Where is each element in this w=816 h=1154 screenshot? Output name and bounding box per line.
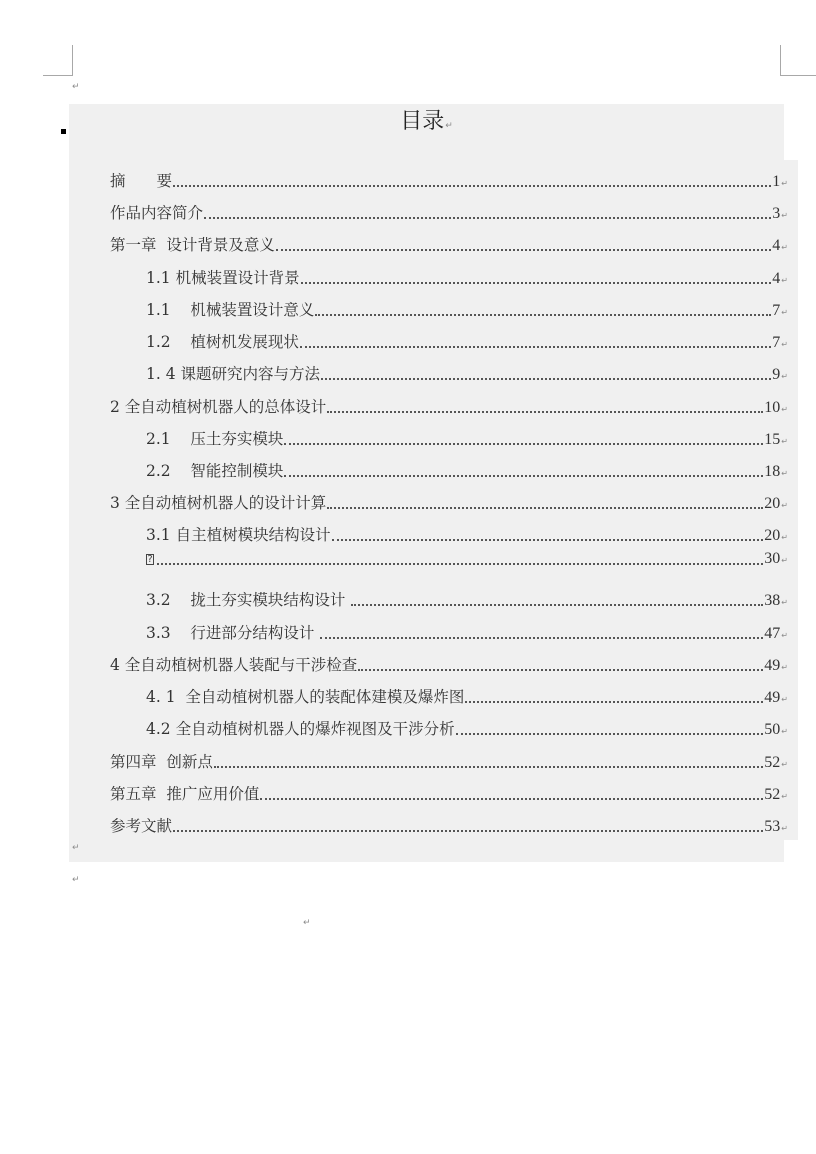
toc-entry[interactable] <box>146 718 788 740</box>
toc-entry[interactable] <box>110 654 788 676</box>
toc-entry[interactable] <box>110 396 788 418</box>
toc-entry-label: 3.2 拢土夯实模块结构设计 <box>146 591 351 609</box>
toc-entry-page: 52 <box>764 754 781 771</box>
toc-entry-label: 3 全自动植树机器人的设计计算 <box>110 494 327 512</box>
dot-leader <box>465 701 763 703</box>
toc-entry-label: 3.1 自主植树模块结构设计 <box>146 526 331 544</box>
paragraph-mark-icon: ↵ <box>781 631 788 640</box>
toc-entry-page: 49 <box>764 657 781 674</box>
paragraph-mark-icon: ↵ <box>781 405 788 414</box>
paragraph-anchor-marker <box>61 129 66 134</box>
toc-title-text: 目录 <box>400 109 445 134</box>
toc-entry-label: 1.2 植树机发展现状 <box>146 333 299 351</box>
paragraph-mark-icon: ↵ <box>781 211 788 220</box>
toc-entry-label: 第五章 推广应用价值 <box>110 785 260 803</box>
paragraph-mark-icon: ↵ <box>781 792 788 801</box>
toc-entry[interactable] <box>146 331 788 353</box>
paragraph-mark-icon: ↵ <box>781 501 788 510</box>
toc-entry-page: 38 <box>764 592 781 609</box>
toc-entry-page: 50 <box>764 721 781 738</box>
paragraph-mark-icon: ↵ <box>781 695 788 704</box>
toc-entry[interactable] <box>146 363 788 385</box>
paragraph-mark-icon: ↵ <box>781 556 788 565</box>
toc-entry-label: 1.1 机械装置设计背景 <box>146 269 300 287</box>
dot-leader <box>321 378 771 380</box>
paragraph-mark-icon: ↵ <box>781 663 788 672</box>
toc-entry-page: 20 <box>764 495 781 512</box>
toc-entry-label: 4. 1 全自动植树机器人的装配体建模及爆炸图 <box>146 688 465 706</box>
toc-entry-page: 4 <box>772 270 781 287</box>
toc-title <box>69 107 784 141</box>
toc-entry-label: 4.2 全自动植树机器人的爆炸视图及干涉分析 <box>146 720 455 738</box>
toc-entry-page: 52 <box>764 786 781 803</box>
toc-entry[interactable] <box>146 267 788 289</box>
toc-entry[interactable] <box>110 492 788 514</box>
toc-entry-label: 1.1 机械装置设计意义 <box>146 301 315 319</box>
paragraph-mark-icon: ↵ <box>781 437 788 446</box>
dot-leader <box>173 185 771 187</box>
missing-glyph-icon: ? <box>147 553 153 565</box>
toc-entry[interactable] <box>146 589 788 611</box>
paragraph-mark-icon: ↵ <box>781 598 788 607</box>
paragraph-mark-icon: ↵ <box>781 469 788 478</box>
toc-entry-label: 2 全自动植树机器人的总体设计 <box>110 398 327 416</box>
toc-entry-label: 参考文献 <box>110 817 173 835</box>
toc-entry[interactable] <box>110 783 788 805</box>
toc-entry[interactable] <box>110 234 788 256</box>
dot-leader <box>300 346 771 348</box>
toc-entry[interactable] <box>110 815 788 837</box>
toc-entry[interactable] <box>110 170 788 192</box>
paragraph-mark-icon: ↵ <box>781 243 788 252</box>
dot-leader <box>276 249 771 251</box>
dot-leader <box>260 798 763 800</box>
paragraph-mark-icon: ↵ <box>781 760 788 769</box>
crop-mark-top-left-horizontal <box>43 75 73 76</box>
dot-leader <box>332 539 764 541</box>
dot-leader <box>157 563 763 565</box>
toc-entry-label: 3.3 行进部分结构设计 <box>146 624 320 642</box>
toc-entry[interactable] <box>146 524 788 546</box>
toc-entry[interactable] <box>146 299 788 321</box>
toc-entry[interactable] <box>110 751 788 773</box>
toc-entry-page: 18 <box>764 463 781 480</box>
paragraph-mark-icon: ↵ <box>781 727 788 736</box>
toc-entry[interactable] <box>146 622 788 644</box>
toc-entry-label: 作品内容简介 <box>110 204 204 222</box>
paragraph-mark-icon: ↵ <box>303 918 311 928</box>
toc-entry-label: 第四章 创新点 <box>110 753 213 771</box>
paragraph-mark-icon: ↵ <box>781 179 788 188</box>
paragraph-mark-icon: ↵ <box>781 276 788 285</box>
toc-entry-page: 9 <box>772 366 781 383</box>
dot-leader <box>284 443 763 445</box>
dot-leader <box>327 411 763 413</box>
toc-entry-page: 20 <box>764 527 781 544</box>
toc-entry-label: 第一章 设计背景及意义 <box>110 236 275 254</box>
paragraph-mark-icon: ↵ <box>781 308 788 317</box>
dot-leader <box>456 733 764 735</box>
toc-entry-label: 2.1 压土夯实模块 <box>146 430 284 448</box>
crop-mark-top-right-horizontal <box>780 75 816 76</box>
paragraph-mark-icon: ↵ <box>72 843 80 853</box>
toc-entry-label: 2.2 智能控制模块 <box>146 462 284 480</box>
dot-leader <box>204 217 771 219</box>
toc-entry-label: 4 全自动植树机器人装配与干涉检查 <box>110 656 358 674</box>
paragraph-mark-icon: ↵ <box>72 875 80 885</box>
dot-leader <box>320 637 763 639</box>
toc-entry-page: 49 <box>764 689 781 706</box>
dot-leader <box>173 830 763 832</box>
toc-entry[interactable] <box>146 428 788 450</box>
toc-entry-page: 53 <box>764 818 781 835</box>
crop-mark-top-right-vertical <box>780 45 781 75</box>
toc-entry[interactable] <box>146 686 788 708</box>
toc-entry-page: 4 <box>772 237 781 254</box>
toc-entry-page: 3 <box>772 205 781 222</box>
toc-entry-page: 7 <box>772 334 781 351</box>
dot-leader <box>214 766 763 768</box>
toc-entry-page: 30 <box>764 550 781 567</box>
paragraph-mark-icon: ↵ <box>445 121 453 131</box>
toc-entry[interactable] <box>146 460 788 482</box>
dot-leader <box>351 604 763 606</box>
dot-leader <box>358 669 763 671</box>
dot-leader <box>284 475 763 477</box>
toc-entry-page: 15 <box>764 431 781 448</box>
toc-entry-page: 10 <box>764 399 781 416</box>
paragraph-mark-icon: ↵ <box>781 824 788 833</box>
toc-entry-label: 1. 4 课题研究内容与方法 <box>146 365 321 383</box>
toc-entry-broken[interactable] <box>146 548 788 570</box>
toc-entry-label: 摘 要 <box>110 172 173 190</box>
toc-entry-page: 47 <box>764 625 781 642</box>
dot-leader <box>315 314 771 316</box>
paragraph-mark-icon: ↵ <box>781 340 788 349</box>
dot-leader <box>327 507 763 509</box>
crop-mark-top-left-vertical <box>72 45 73 75</box>
paragraph-mark-icon: ↵ <box>72 82 80 92</box>
toc-entry-page: 1 <box>772 173 781 190</box>
paragraph-mark-icon: ↵ <box>781 533 788 542</box>
toc-entry-page: 7 <box>772 302 781 319</box>
paragraph-mark-icon: ↵ <box>781 372 788 381</box>
toc-entry[interactable] <box>110 202 788 224</box>
dot-leader <box>301 282 772 284</box>
